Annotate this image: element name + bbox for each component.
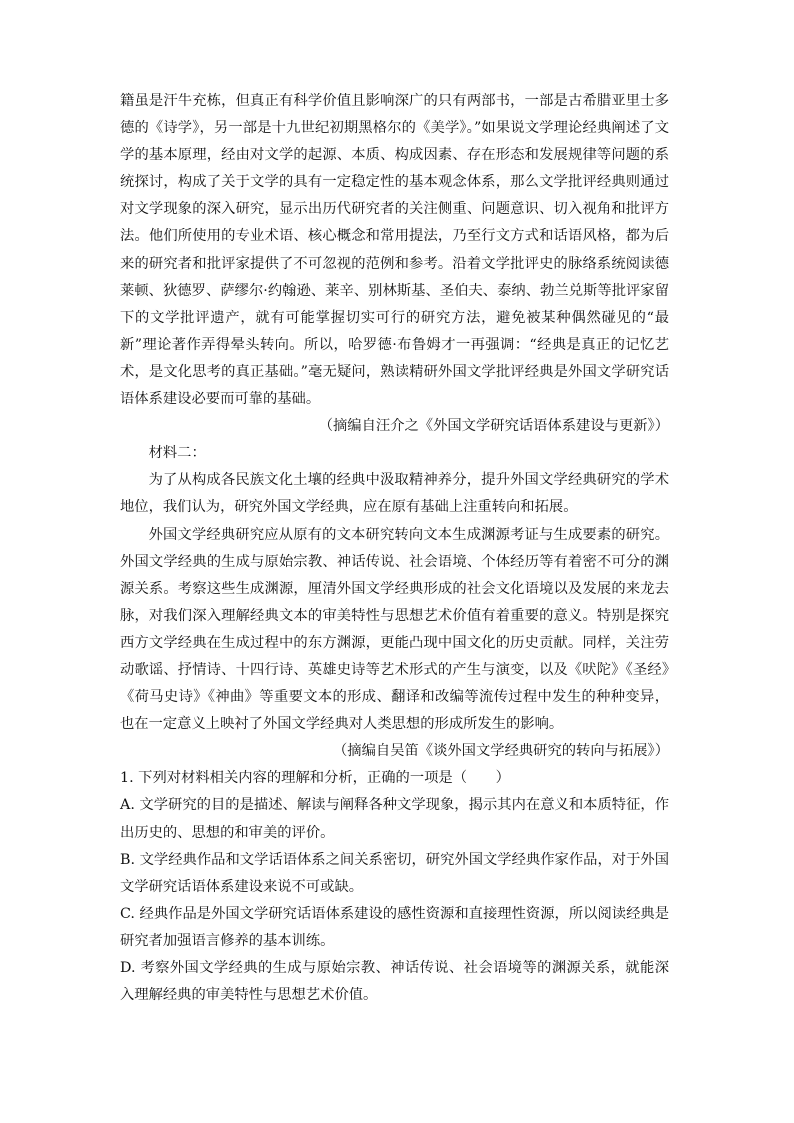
material1-paragraph: 籍虽是汗牛充栋，但真正有科学价值且影响深广的只有两部书，一部是古希腊亚里士多德的《诗学》，另一部是十九世纪初期黑格尔的《美学》。”如果说文学理论经典阐述了文学的基本原理，经由对文学的起源、本质、构成因素、存在形态和发展规律等问题的系统探讨，构成了关于文学的具有一定稳定性的基本观念体系，那么文学批评经典则通过对文学现象的深入研究，显示出历代研究者的关注侧重、问题意识、切入视角和批评方法。他们所使用的专业术语、核心概念和常用提法，乃至行文方式和话语风格，都为后来的研究者和批评家提供了不可忽视的范例和参考。沿着文学批评史的脉络系统阅读德莱顿、狄德罗、萨缪尔·约翰逊、莱辛、别林斯基、圣伯夫、泰纳、勃兰兑斯等批评家留下的文学批评遗产，就有可能掌握切实可行的研究方法，避免被某种偶然碰见的“最新”理论著作弄得晕头转向。所以，哈罗德·布鲁姆才一再强调：“经典是真正的记忆艺术，是文化思考的真正基础。”毫无疑问，熟读精研外国文学批评经典是外国文学研究话语体系建设必要而可靠的基础。 <box>120 93 669 408</box>
material2-paragraph-2: 外国文学经典研究应从原有的文本研究转向文本生成渊源考证与生成要素的研究。外国文学经典的生成与原始宗教、神话传说、社会语境、个体经历等有着密不可分的渊源关系。考察这些生成渊源，厘清外国文学经典形成的社会文化语境以及发展的来龙去脉，对我们深入理解经典文本的审美特性与思想艺术价值有着重要的意义。特别是探究西方文学经典在生成过程中的东方渊源，更能凸现中国文化的历史贡献。同样，关注劳动歌谣、抒情诗、十四行诗、英雄史诗等艺术形式的产生与演变，以及《吠陀》《圣经》《荷马史诗》《神曲》等重要文本的形成、翻译和改编等流传过程中发生的种种变异，也在一定意义上映衬了外国文学经典对人类思想的形成所发生的影响。 <box>120 526 669 733</box>
material2-heading: 材料二： <box>148 445 206 462</box>
question-1-option-c: C. 经典作品是外国文学研究话语体系建设的感性资源和直接理性资源，所以阅读经典是研究者加强语言修养的基本训练。 <box>120 905 669 949</box>
question-1-stem: 1. 下列对材料相关内容的理解和分析，正确的一项是（ ） <box>120 770 510 787</box>
document-page <box>120 88 669 1009</box>
material2-paragraph-1: 为了从构成各民族文化土壤的经典中汲取精神养分，提升外国文学经典研究的学术地位，我们认为，研究外国文学经典，应在原有基础上注重转向和拓展。 <box>120 472 669 516</box>
question-1-option-d: D. 考察外国文学经典的生成与原始宗教、神话传说、社会语境等的渊源关系，就能深入理解经典的审美特性与思想艺术价值。 <box>120 960 669 1004</box>
material2-source-citation: （摘编自吴笛《谈外国文学经典研究的转向与拓展》） <box>333 743 669 760</box>
question-1-option-b: B. 文学经典作品和文学话语体系之间关系密切，研究外国文学经典作家作品，对于外国文学研究话语体系建设来说不可或缺。 <box>120 851 669 895</box>
material1-source-citation: （摘编自汪介之《外国文学研究话语体系建设与更新》） <box>318 418 669 435</box>
question-1-option-a: A. 文学研究的目的是描述、解读与阐释各种文学现象，揭示其内在意义和本质特征，作出历史的、思想的和审美的评价。 <box>120 797 669 841</box>
